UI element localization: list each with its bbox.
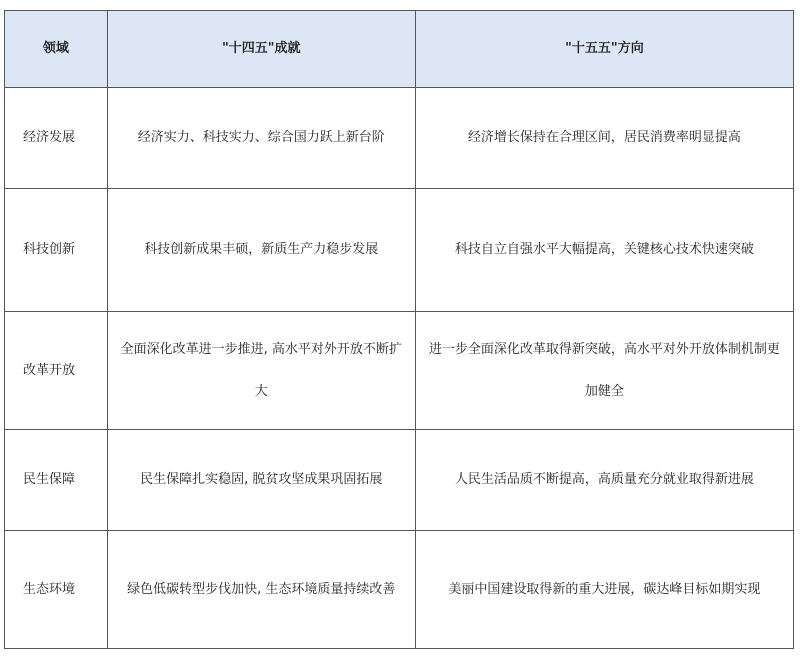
direction-cell: 人民生活品质不断提高，高质量充分就业取得新进展 [415, 430, 793, 531]
direction-cell: 进一步全面深化改革取得新突破，高水平对外开放体制机制更加健全 [415, 312, 793, 430]
table-row [5, 189, 794, 312]
achievement-cell: 民生保障扎实稳固, 脱贫攻坚成果巩固拓展 [107, 430, 415, 531]
header-row [5, 11, 794, 88]
direction-cell: 科技自立自强水平大幅提高，关键核心技术快速突破 [415, 189, 793, 312]
table-row [5, 312, 794, 430]
domain-cell: 生态环境 [5, 531, 108, 649]
header-domain: 领域 [5, 11, 108, 88]
domain-cell: 民生保障 [5, 430, 108, 531]
achievement-cell: 全面深化改革进一步推进, 高水平对外开放不断扩大 [107, 312, 415, 430]
header-direction: "十五五"方向 [415, 11, 793, 88]
comparison-table [4, 10, 794, 649]
achievement-cell: 经济实力、科技实力、综合国力跃上新台阶 [107, 88, 415, 189]
table-row [5, 430, 794, 531]
direction-cell: 经济增长保持在合理区间，居民消费率明显提高 [415, 88, 793, 189]
header-achievement: "十四五"成就 [107, 11, 415, 88]
table-row [5, 531, 794, 649]
achievement-cell: 绿色低碳转型步伐加快, 生态环境质量持续改善 [107, 531, 415, 649]
domain-cell: 经济发展 [5, 88, 108, 189]
direction-cell: 美丽中国建设取得新的重大进展，碳达峰目标如期实现 [415, 531, 793, 649]
domain-cell: 改革开放 [5, 312, 108, 430]
domain-cell: 科技创新 [5, 189, 108, 312]
table-row [5, 88, 794, 189]
achievement-cell: 科技创新成果丰硕，新质生产力稳步发展 [107, 189, 415, 312]
